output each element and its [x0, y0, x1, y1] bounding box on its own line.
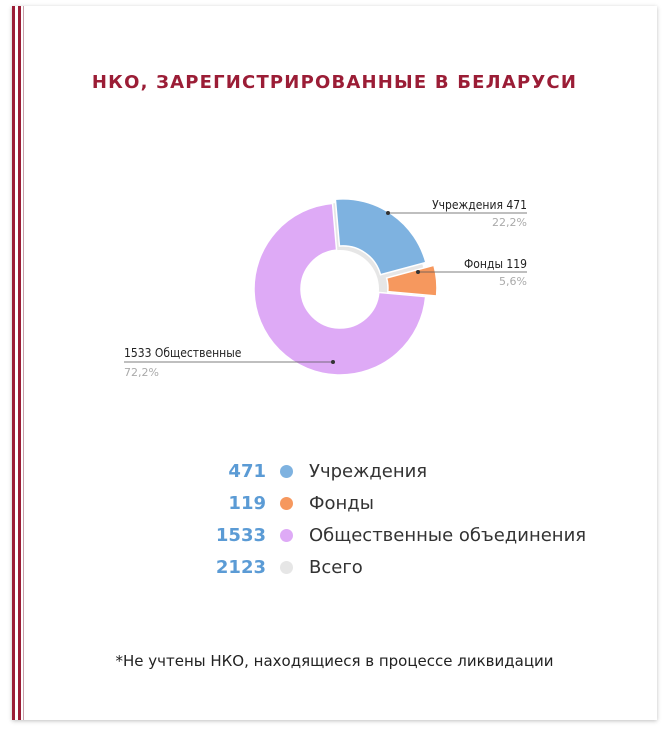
legend: [190, 455, 586, 583]
legend-item: [190, 455, 586, 487]
footnote: *Не учтены НКО, находящиеся в процессе ликвидации: [115, 652, 554, 670]
legend-label: Фонды: [309, 492, 374, 514]
legend-label: Всего: [309, 556, 363, 578]
legend-item: [190, 519, 586, 551]
legend-value: 2123: [215, 556, 266, 578]
legend-dot-icon: [280, 497, 293, 510]
callout-label-2: Фонды 119: [464, 257, 527, 271]
legend-item: [190, 487, 586, 519]
legend-value: 1533: [215, 524, 266, 546]
legend-item: [190, 551, 586, 583]
legend-label: Общественные объединения: [309, 524, 587, 546]
callout-dot-1: [386, 211, 390, 215]
legend-dot-icon: [280, 561, 293, 574]
legend-dot-icon: [280, 465, 293, 478]
legend-value: 119: [228, 492, 266, 514]
callout-label-3: 1533 Общественные: [124, 346, 242, 360]
legend-label: Учреждения: [309, 460, 428, 482]
legend-dot-icon: [280, 529, 293, 542]
chart-title: НКО, ЗАРЕГИСТРИРОВАННЫЕ В БЕЛАРУСИ: [91, 72, 578, 93]
callout-percent-1: 22,2%: [492, 216, 527, 229]
donut-slice-1: [335, 199, 426, 275]
callout-dot-3: [331, 360, 335, 364]
legend-value: 471: [228, 460, 266, 482]
callout-percent-2: 5,6%: [499, 275, 527, 288]
callout-label-1: Учреждения 471: [432, 198, 527, 212]
callout-dot-2: [416, 270, 420, 274]
callout-percent-3: 72,2%: [124, 366, 159, 379]
